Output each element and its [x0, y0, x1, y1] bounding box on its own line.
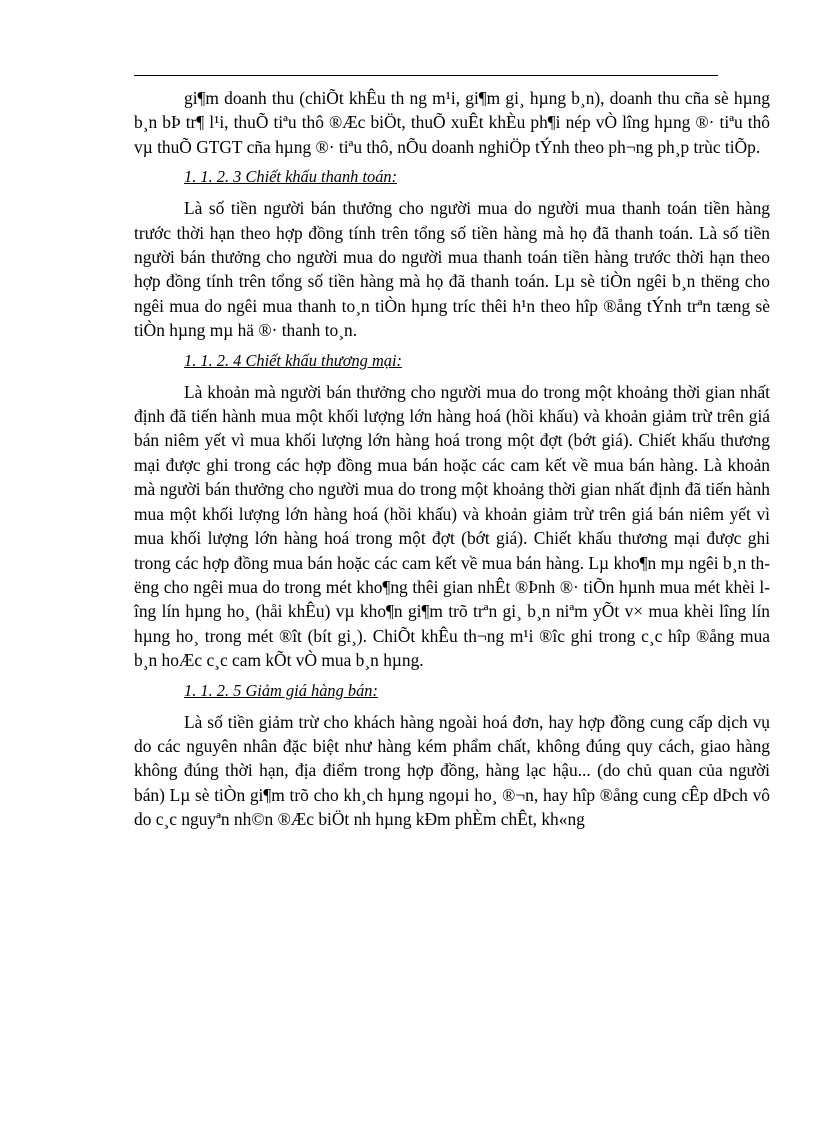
heading-trade-discount: 1. 1. 2. 4 Chiết khấu thương mại:	[184, 350, 403, 370]
header-rule	[134, 75, 718, 76]
document-body	[134, 86, 770, 832]
paragraph-sales-allowance: Là số tiền giảm trừ cho khách hàng ngoài hoá đơn, hay hợp đồng cung cấp dịch vụ do các nguyên nhân đặc biệt như hàng kém phẩm chất, không đúng quy cách, giao hàng không đúng thời hạn, địa điểm trong hợp đồng, hàng lạc hậu... (do chủ quan của người bán) Lµ sè tiÒn gi¶m trõ cho kh¸ch hµng ngoµi ho¸ ®¬n, hay hîp ®ång cung cÊp dÞch vô do c¸c nguyªn nh©n ®Æc biÖt nh hµng kÐm phÈm chÊt, kh«ng	[134, 711, 770, 830]
heading-sales-allowance: 1. 1. 2. 5 Giảm giá hàng bán:	[184, 680, 378, 700]
paragraph-revenue-deductions: gi¶m doanh thu (chiÕt khÊu th ng m¹i, gi¶m gi¸ hµng b¸n), doanh thu cña sè hµng b¸n bÞ tr¶ l¹i, thuÕ tiªu thô ®Æc biÖt, thuÕ xuÊt khÈu ph¶i nép vÒ lîng hµng ®· tiªu thô vµ thuÕ GTGT cña hµng ®· tiªu thô, nÕu doanh nghiÖp tÝnh theo ph¬ng ph¸p trùc tiÕp.	[134, 88, 770, 157]
paragraph-payment-discount: Là số tiền người bán thưởng cho người mua do người mua thanh toán tiền hàng trước thời hạn theo hợp đồng tính trên tổng số tiền hàng mà họ đã thanh toán. Là số tiền người bán thưởng cho người mua do người mua thanh toán tiền hàng trước thời hạn theo hợp đồng tính trên tổng số tiền hàng mà họ đã thanh toán. Lµ sè tiÒn ngêi b¸n thëng cho ngêi mua do ngêi mua thanh to¸n tiÒn hµng tríc thêi h¹n theo hîp ®ång tÝnh trªn tæng sè tiÒn hµng mµ hä ®· thanh to¸n.	[134, 198, 770, 341]
heading-payment-discount: 1. 1. 2. 3 Chiết khấu thanh toán:	[184, 167, 398, 187]
paragraph-trade-discount: Là khoản mà người bán thưởng cho người mua do trong một khoảng thời gian nhất định đã tiến hành mua một khối lượng lớn hàng hoá (hồi khấu) và khoản giảm trừ trên giá bán niêm yết vì mua khối lượng lớn hàng hoá trong một đợt (bớt giá). Chiết khấu thương mại được ghi trong các hợp đồng mua bán hoặc các cam kết về mua bán hàng. Là khoản mà người bán thưởng cho người mua do trong một khoảng thời gian nhất định đã tiến hành mua một khối lượng lớn hàng hoá (hồi khấu) và khoản giảm trừ trên giá bán niêm yết vì mua khối lượng lớn hàng hoá trong một đợt (bớt giá). Chiết khấu thương mại được ghi trong các hợp đồng mua bán hoặc các cam kết về mua bán hàng. Lµ kho¶n mµ ngêi b¸n thëng cho ngêi mua do trong mét kho¶ng thêi gian nhÊt ®Þnh ®· tiÕn hµnh mua mét khèi lîng lín hµng ho¸ (håi khÊu) vµ kho¶n gi¶m trõ trªn gi¸ b¸n niªm yÕt v× mua khèi lîng lín hµng ho¸ trong mét ®ît (bít gi¸). ChiÕt khÊu th¬ng m¹i ®îc ghi trong c¸c hîp ®ång mua b¸n hoÆc c¸c cam kÕt vÒ mua b¸n hµng.	[134, 381, 770, 671]
